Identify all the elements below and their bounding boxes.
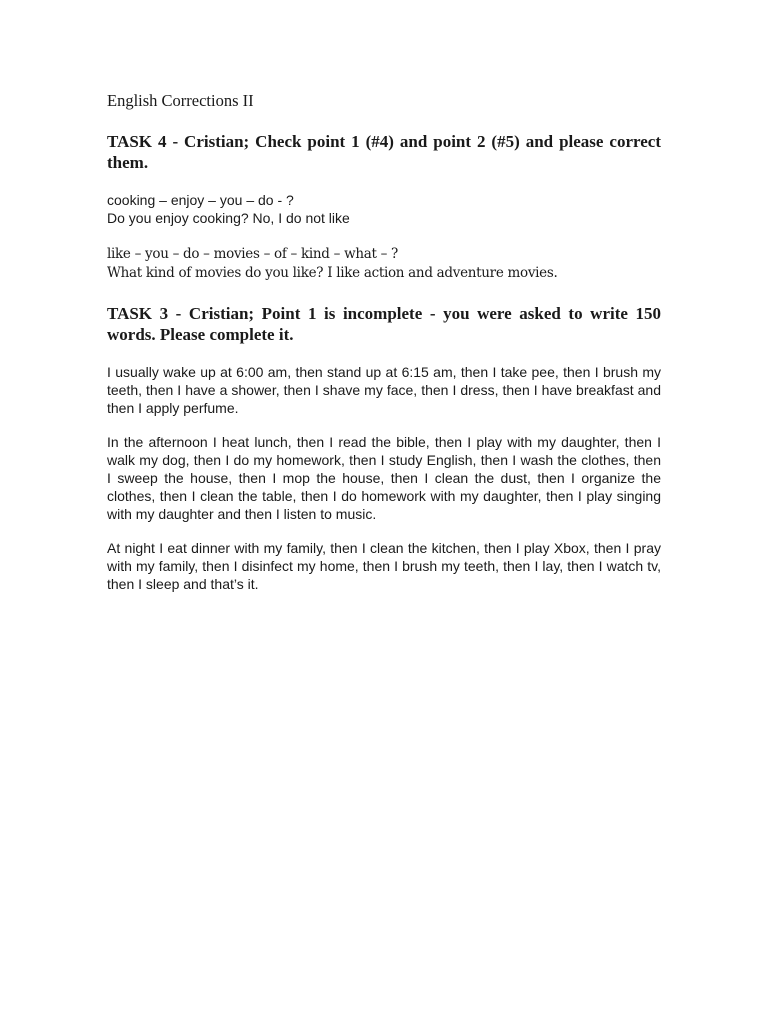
task3-paragraph-afternoon: In the afternoon I heat lunch, then I read the bible, then I play with my daughter, then I walk my dog, then I do my homework, then I study English, then I wash the clothes, then I sweep the house, then I mop the house, then I clean the dust, then I organize the clothes, then I clean the table, then I do homework with my daughter, then I play singing with my daughter and then I listen to music. <box>107 434 661 522</box>
task4-item-2 <box>107 245 661 283</box>
document-page <box>107 90 661 593</box>
task3-heading: TASK 3 - Cristian; Point 1 is incomplete - you were asked to write 150 words. Please complete it. <box>107 304 661 344</box>
task4-heading: TASK 4 - Cristian; Check point 1 (#4) and point 2 (#5) and please correct them. <box>107 132 661 172</box>
task4-item-1 <box>107 191 661 227</box>
task3-paragraph-night: At night I eat dinner with my family, then I clean the kitchen, then I play Xbox, then I pray with my family, then I disinfect my home, then I brush my teeth, then I lay, then I watch tv, then I sleep and that’s it. <box>107 540 661 592</box>
task4-item-2-prompt: like – you – do – movies – of – kind – what – ? <box>107 246 398 262</box>
document-title: English Corrections II <box>107 91 254 110</box>
task4-item-1-prompt: cooking – enjoy – you – do - ? <box>107 192 294 208</box>
task4-item-2-answer: What kind of movies do you like? I like action and adventure movies. <box>107 265 558 281</box>
task3-paragraph-morning: I usually wake up at 6:00 am, then stand up at 6:15 am, then I take pee, then I brush my teeth, then I have a shower, then I shave my face, then I dress, then I have breakfast and then I apply perfume. <box>107 364 661 416</box>
task4-item-1-answer: Do you enjoy cooking? No, I do not like <box>107 210 350 226</box>
